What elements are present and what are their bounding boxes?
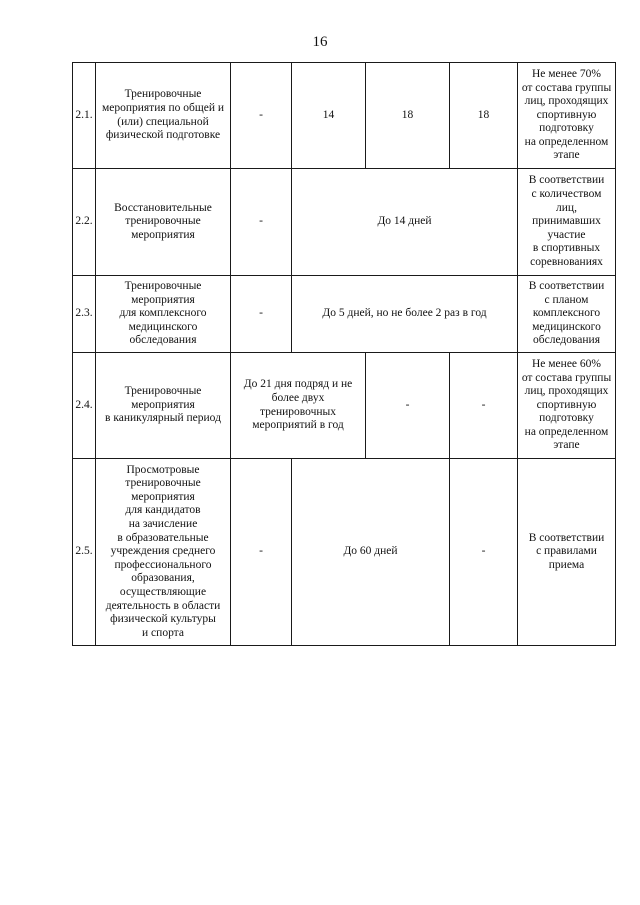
event-name-line: в образовательные [117,531,209,544]
condition-line: подготовку [539,412,594,425]
event-name-line: Тренировочные [124,88,202,101]
condition-line: принимавших [532,215,601,228]
condition-line: лиц, [556,201,577,214]
event-name-line: Тренировочные [124,385,202,398]
table-row [73,353,616,459]
value-cell: 18 [366,63,450,169]
value-cell: - [450,353,518,459]
condition-cell [518,459,616,646]
condition-cell [518,169,616,276]
event-name-line: физической подготовке [105,129,221,142]
table-row [73,169,616,276]
event-name-line: в каникулярный период [105,412,221,425]
table-row [73,63,616,169]
condition-line: спортивную [536,398,597,411]
condition-line: комплексного [532,307,601,320]
event-name-line: и спорта [142,626,184,639]
event-name-line: Просмотровые [126,463,200,476]
duration-line: более двух [271,391,325,404]
condition-line: участие [547,228,586,241]
condition-line: В соответствии [528,531,605,544]
page-number: 16 [312,34,328,50]
condition-cell [518,276,616,353]
condition-line: с планом [544,293,589,306]
condition-line: лиц, проходящих [524,385,609,398]
condition-line: от состава группы [521,371,612,384]
condition-line: в спортивных [532,242,601,255]
value-cell: 18 [450,63,518,169]
condition-line: с количеством [531,188,602,201]
duration-line: мероприятий в год [252,419,344,432]
duration-line: тренировочных [259,405,337,418]
row-number: 2.2. [73,169,96,276]
condition-line: Не менее 60% [532,357,601,370]
event-name-line: физической культуры [110,613,216,626]
condition-line: с правилами [536,545,597,558]
event-name-line: Восстановительные [114,201,212,214]
table-row [73,276,616,353]
condition-line: обследования [533,334,600,347]
event-name-line: мероприятия [131,293,195,306]
duration-line: До 21 дня подряд и не [243,378,353,391]
event-name-line: (или) специальной [117,115,209,128]
value-cell: - [450,459,518,646]
condition-cell [518,353,616,459]
event-name-line: тренировочные [125,215,201,228]
condition-line: спортивную [536,108,597,121]
event-name-line: мероприятия [131,228,195,241]
duration-line: До 5 дней, но не более 2 раз в год [322,307,487,320]
value-cell: - [366,353,450,459]
row-number: 2.4. [73,353,96,459]
condition-line: на определенном [524,425,609,438]
event-name-line: осуществляющие [119,585,207,598]
event-name-line: обследования [129,334,197,347]
event-name [96,353,231,459]
duration-merged-cell [292,276,518,353]
condition-line: Не менее 70% [532,67,601,80]
event-name-line: мероприятия по общей и [101,101,225,114]
value-cell: - [231,63,292,169]
table-row [73,459,616,646]
event-name-line: на зачисление [128,518,198,531]
event-name-line: образования, [131,572,195,585]
condition-line: на определенном [524,135,609,148]
condition-line: медицинского [532,320,601,333]
event-name-line: деятельность в области [105,599,221,612]
event-name-line: мероприятия [131,398,195,411]
row-number: 2.5. [73,459,96,646]
value-cell: - [231,276,292,353]
duration-merged-cell [292,459,450,646]
value-cell: 14 [292,63,366,169]
row-number: 2.1. [73,63,96,169]
event-name [96,63,231,169]
condition-line: В соответствии [528,280,605,293]
condition-line: приема [548,558,585,571]
condition-line: лиц, проходящих [524,95,609,108]
event-name [96,169,231,276]
duration-line: До 14 дней [377,215,432,228]
condition-line: этапе [553,439,580,452]
duration-line: До 60 дней [343,545,398,558]
duration-range-cell [231,353,366,459]
condition-cell [518,63,616,169]
duration-merged-cell [292,169,518,276]
event-name-line: Тренировочные [124,280,202,293]
condition-line: подготовку [539,122,594,135]
condition-line: от состава группы [521,81,612,94]
training-events-table [72,62,616,646]
value-cell: - [231,169,292,276]
event-name-line: учреждения среднего [110,545,216,558]
row-number: 2.3. [73,276,96,353]
event-name-line: мероприятия [131,490,195,503]
condition-line: этапе [553,149,580,162]
event-name-line: для кандидатов [125,504,201,517]
event-name-line: медицинского [128,320,198,333]
condition-line: соревнованиях [530,255,603,268]
value-cell: - [231,459,292,646]
event-name [96,276,231,353]
condition-line: В соответствии [528,174,605,187]
event-name-line: профессионального [114,558,212,571]
event-name [96,459,231,646]
event-name-line: тренировочные [125,477,201,490]
event-name-line: для комплексного [119,307,207,320]
